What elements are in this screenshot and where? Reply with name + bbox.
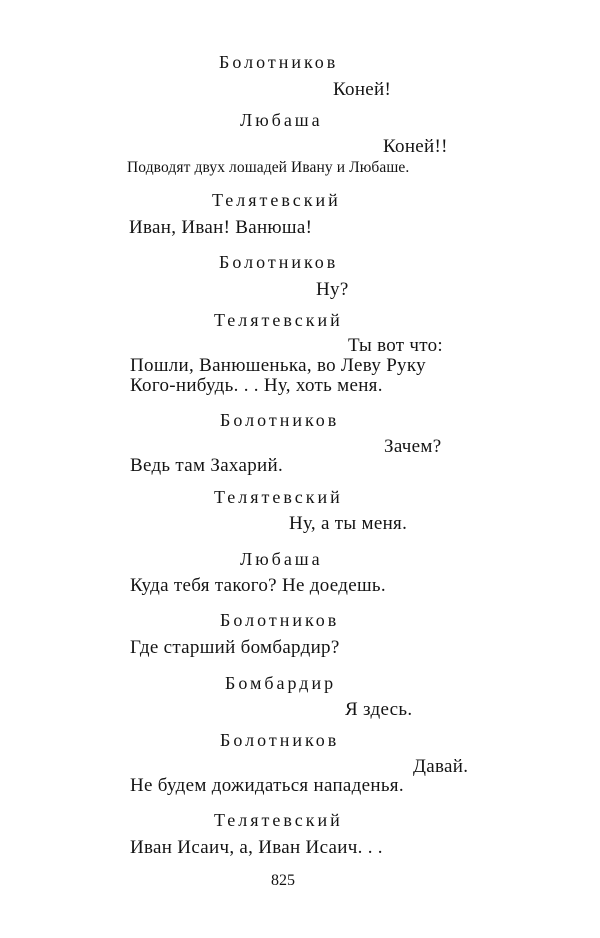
speech-line: Ведь там Захарий. bbox=[130, 455, 283, 476]
speech-line: Коней!! bbox=[383, 136, 448, 157]
speech-line: Коней! bbox=[333, 79, 392, 100]
speaker-telyatevsky: Телятевский bbox=[212, 190, 341, 210]
speech-line: Пошли, Ванюшенька, во Леву Руку bbox=[130, 355, 426, 376]
speaker-bombardier: Бомбардир bbox=[225, 673, 337, 693]
speaker-bolotnikov: Болотников bbox=[219, 252, 339, 272]
speaker-bolotnikov: Болотников bbox=[220, 730, 340, 750]
speaker-lyubasha: Любаша bbox=[240, 549, 323, 569]
speech-line: Ты вот что: bbox=[348, 335, 444, 356]
speech-line: Иван Исаич, а, Иван Исаич. . . bbox=[130, 837, 383, 858]
speech-line: Ну, а ты меня. bbox=[289, 513, 408, 534]
speaker-lyubasha: Любаша bbox=[240, 110, 323, 130]
speaker-bolotnikov: Болотников bbox=[220, 610, 340, 630]
speech-line: Кого-нибудь. . . Ну, хоть меня. bbox=[130, 375, 383, 396]
speech-line: Ну? bbox=[316, 279, 349, 300]
speech-line: Я здесь. bbox=[345, 699, 413, 720]
speaker-bolotnikov: Болотников bbox=[219, 52, 339, 72]
speech-line: Давай. bbox=[413, 756, 469, 777]
speaker-telyatevsky: Телятевский bbox=[214, 310, 343, 330]
stage-direction: Подводят двух лошадей Ивану и Любаше. bbox=[127, 159, 410, 176]
speaker-telyatevsky: Телятевский bbox=[214, 810, 343, 830]
speech-line: Где старший бомбардир? bbox=[130, 637, 340, 658]
speaker-telyatevsky: Телятевский bbox=[214, 487, 343, 507]
speech-line: Куда тебя такого? Не доедешь. bbox=[130, 575, 386, 596]
speech-line: Иван, Иван! Ванюша! bbox=[129, 217, 313, 238]
speech-line: Не будем дожидаться нападенья. bbox=[130, 775, 404, 796]
page-number: 825 bbox=[271, 872, 295, 889]
speech-line: Зачем? bbox=[384, 436, 442, 457]
speaker-bolotnikov: Болотников bbox=[220, 410, 340, 430]
